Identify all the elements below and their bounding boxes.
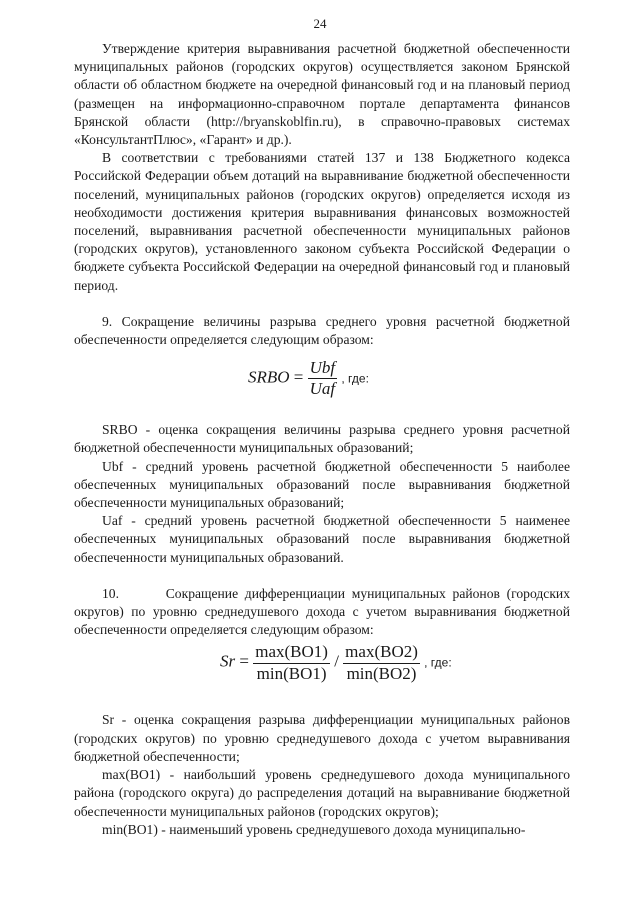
formula-srbo-fraction [308, 359, 338, 398]
definition-uaf: Uaf - средний уровень расчетной бюджетной обеспеченности 5 наименее обеспеченных муниципальных образований после выравнивания бюджетной обеспеченности муниципальных образований. [74, 513, 570, 565]
formula-sr-num1: max(BO1) [253, 643, 330, 663]
formula-sr-den2: min(BO2) [346, 663, 417, 683]
definition-ubf: Ubf - средний уровень расчетной бюджетной обеспеченности 5 наиболее обеспеченных муниципальных образований после выравнивания бюджетной обеспеченности муниципальных образований; [74, 458, 570, 511]
formula-sr-num2: max(BO2) [343, 643, 420, 663]
formula-srbo-eq: = [293, 367, 304, 387]
formula-sr-lhs: Sr [220, 652, 236, 672]
formula-sr-fraction-1 [253, 643, 330, 682]
formula-srbo-where: , где: [341, 371, 369, 386]
paragraph-criterion-approval: Утверждение критерия выравнивания расчетной бюджетной обеспеченности муниципальных районов (городских округов) осуществляется законом Брянской области об областном бюджете на очередной финансовый год и на плановый период (размещен на информационно-справочном портале департамента финансов Брянской области (http://bryanskoblfin.ru), в справочно-правовых системах «КонсультантПлюс», «Гарант» и др.). [74, 41, 570, 148]
definition-max-bo1: max(BO1) - наибольший уровень среднедушевого дохода муниципального района (городского округа) до распределения дотаций на выравнивание бюджетной обеспеченности муниципальных районов (городских округов); [74, 767, 570, 819]
formula-sr-eq: = [239, 652, 249, 672]
document-body [74, 40, 574, 839]
definition-srbo: SRBO - оценка сокращения величины разрыва среднего уровня расчетной бюджетной обеспеченности муниципальных образований; [74, 422, 570, 456]
paragraph-budget-code: В соответствии с требованиями статей 137 и 138 Бюджетного кодекса Российской Федерации объем дотаций на выравнивание бюджетной обеспеченности поселений, муниципальных районов (городских округов) определяется исходя из необходимости достижения критерия выравнивания финансовых возможностей поселений, выравнивания расчетной обеспеченности муниципальных районов (городских округов), установленного законом субъекта Российской Федерации о бюджете субъекта Российской Федерации на очередной финансовый год и плановый период. [74, 150, 570, 293]
formula-sr-den1: min(BO1) [256, 663, 327, 683]
formula-srbo-lhs: SRBO [248, 367, 290, 387]
formula-srbo [74, 349, 570, 421]
formula-sr-where: , где: [424, 656, 452, 671]
formula-srbo-denominator: Uaf [309, 379, 336, 399]
formula-sr-fraction-2 [343, 643, 420, 682]
page-number: 24 [313, 16, 327, 31]
definition-sr: Sr - оценка сокращения разрыва дифференциации муниципальных районов (городских округов) по уровню среднедушевого дохода с учетом выравнивания бюджетной обеспеченности; [74, 712, 570, 764]
item-10-heading: 10. Сокращение дифференциации муниципальных районов (городских округов) по уровню среднедушевого дохода с учетом выравнивания бюджетной обеспеченности определяется следующим образом: [74, 585, 574, 638]
formula-sr [74, 639, 570, 711]
formula-srbo-numerator: Ubf [308, 359, 338, 379]
item-9-heading: 9. Сокращение величины разрыва среднего уровня расчетной бюджетной обеспеченности определяется следующим образом: [74, 313, 570, 348]
formula-sr-slash: / [334, 652, 339, 672]
definition-min-bo1: min(BO1) - наименьший уровень среднедушевого дохода муниципально- [102, 821, 526, 837]
